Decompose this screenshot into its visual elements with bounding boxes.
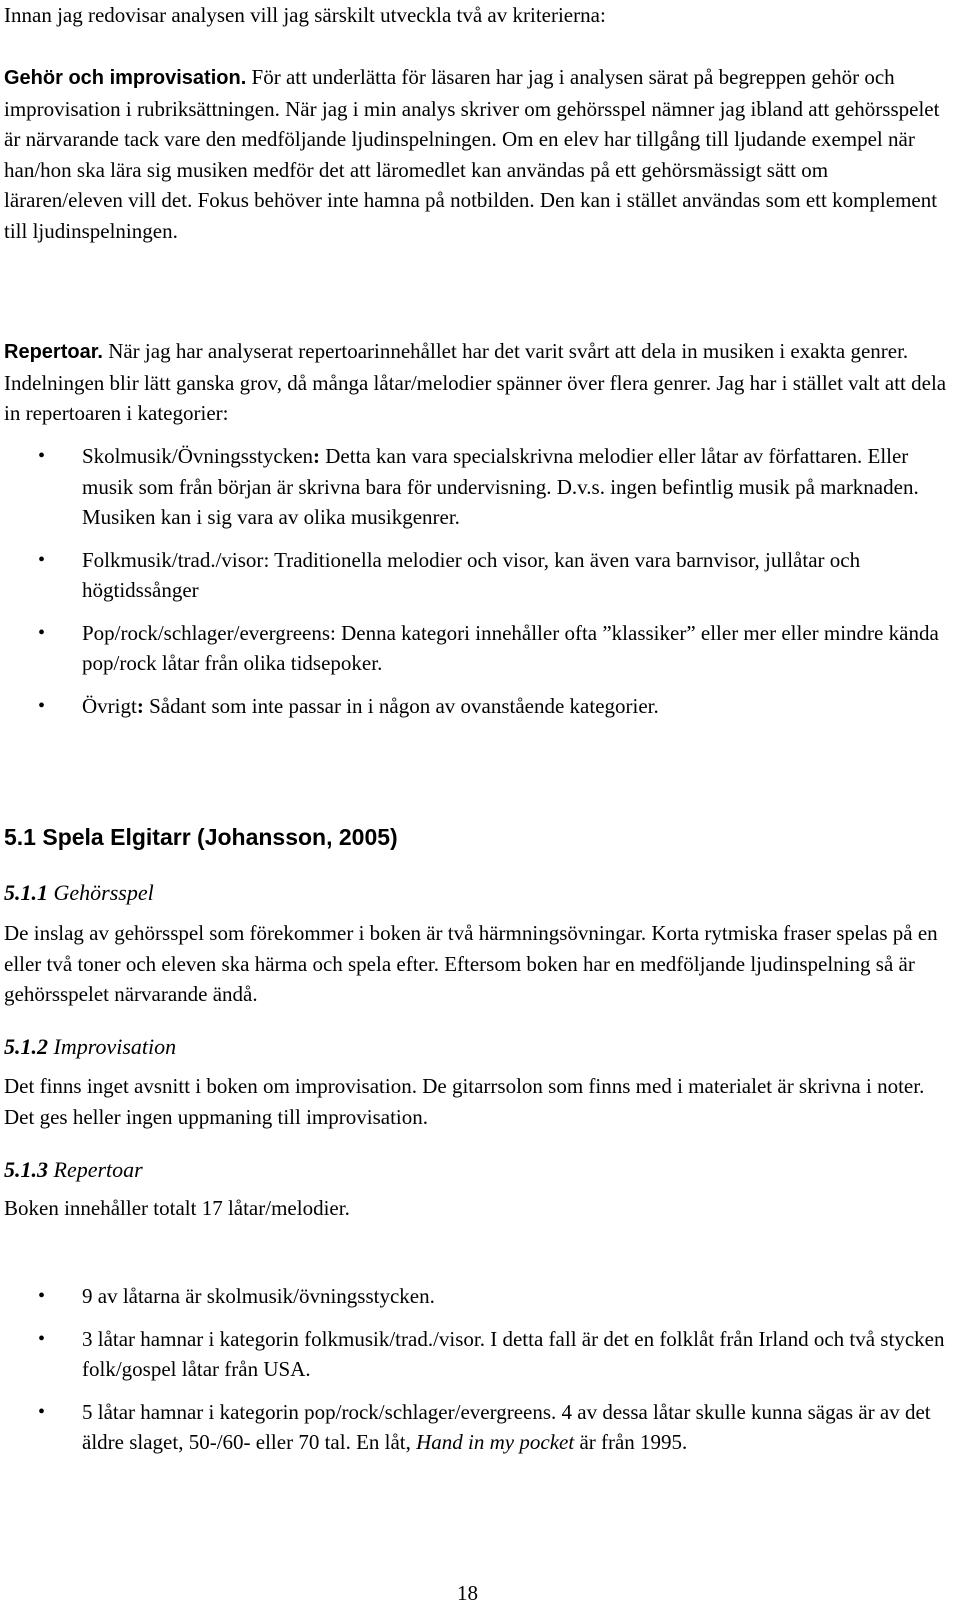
category-name: Övrigt bbox=[82, 693, 137, 718]
count-list bbox=[38, 1281, 948, 1458]
page-number: 18 bbox=[457, 1581, 478, 1605]
list-item: • Folkmusik/trad./visor: Traditionella melodier och visor, kan även vara barnvisor, jullåtar och högtidssånger bbox=[38, 545, 948, 606]
subheading-repertoar: 5.1.3 Repertoar bbox=[4, 1157, 143, 1182]
category-name: Folkmusik/trad./visor bbox=[82, 547, 264, 572]
category-name: Skolmusik/Övningsstycken bbox=[82, 444, 314, 468]
subheading-gehorsspel: 5.1.1 Gehörsspel bbox=[4, 880, 154, 905]
repertoar-text: När jag har analyserat repertoarinnehållet har det varit svårt att dela in musiken i exakta genrer. Indelningen blir lätt ganska grov, då många låtar/melodier spänner över flera genrer. Jag har i stället valt att dela in repertoaren i kategorier: bbox=[4, 339, 947, 425]
list-item: • 3 låtar hamnar i kategorin folkmusik/trad./visor. I detta fall är det en folklåt från Irland och två stycken folk/gospel låtar från USA. bbox=[38, 1324, 948, 1385]
subheading-improvisation: 5.1.2 Improvisation bbox=[4, 1034, 177, 1059]
gehor-term: Gehör och improvisation. bbox=[4, 67, 247, 89]
improvisation-paragraph: Det finns inget avsnitt i boken om improvisation. De gitarrsolon som finns med i materialet är skrivna i noter. Det ges heller ingen uppmaning till improvisation. bbox=[4, 1074, 925, 1129]
song-title: Hand in my pocket bbox=[416, 1430, 575, 1454]
gehorsspel-paragraph: De inslag av gehörsspel som förekommer i boken är två härmningsövningar. Korta rytmiska fraser spelas på en eller två toner och eleven ska härma och spela efter. Eftersom boken har en medföljande ljudinspelning så är gehörsspelet närvarande ändå. bbox=[4, 921, 938, 1006]
repertoar-paragraph bbox=[4, 336, 949, 429]
list-item: • Skolmusik/Övningsstycken: Detta kan vara specialskrivna melodier eller låtar av författaren. Eller musik som från början är skrivna bara för undervisning. D.v.s. ingen befintlig musik på marknaden. Musiken kan i sig vara av olika musikgenrer. bbox=[38, 441, 948, 533]
repertoar-term: Repertoar. bbox=[4, 341, 103, 363]
category-name: Pop/rock/schlager/evergreens bbox=[82, 620, 331, 645]
list-item: • 5 låtar hamnar i kategorin pop/rock/schlager/evergreens. 4 av dessa låtar skulle kunna sägas är av det äldre slaget, 50-/60- eller 70 tal. En låt, Hand in my pocket är från 1995. bbox=[38, 1397, 948, 1458]
intro-paragraph: Innan jag redovisar analysen vill jag särskilt utveckla två av kriterierna: bbox=[4, 3, 606, 27]
list-item: • Övrigt: Sådant som inte passar in i någon av ovanstående kategorier. bbox=[38, 691, 948, 722]
repertoar-count-paragraph: Boken innehåller totalt 17 låtar/melodier. bbox=[4, 1196, 350, 1220]
gehor-paragraph bbox=[4, 62, 949, 246]
list-item: • Pop/rock/schlager/evergreens: Denna kategori innehåller ofta ”klassiker” eller mer eller mindre kända pop/rock låtar från olika tidsepoker. bbox=[38, 618, 948, 679]
gehor-text: För att underlätta för läsaren har jag i analysen särat på begreppen gehör och improvisation i rubriksättningen. När jag i min analys skriver om gehörsspel nämner jag ibland att gehörsspelet är närvarande tack vare den medföljande ljudinspelningen. Om en elev har tillgång till ljudande exempel när han/hon ska lära sig musiken medför det att läromedlet kan användas på ett gehörsmässigt sätt om läraren/eleven vill det. Fokus behöver inte hamna på notbilden. Den kan i stället användas som ett komplement till ljudinspelningen. bbox=[4, 65, 940, 243]
list-item: • 9 av låtarna är skolmusik/övningsstycken. bbox=[38, 1281, 948, 1312]
section-heading: 5.1 Spela Elgitarr (Johansson, 2005) bbox=[4, 824, 398, 850]
category-list bbox=[38, 441, 948, 721]
